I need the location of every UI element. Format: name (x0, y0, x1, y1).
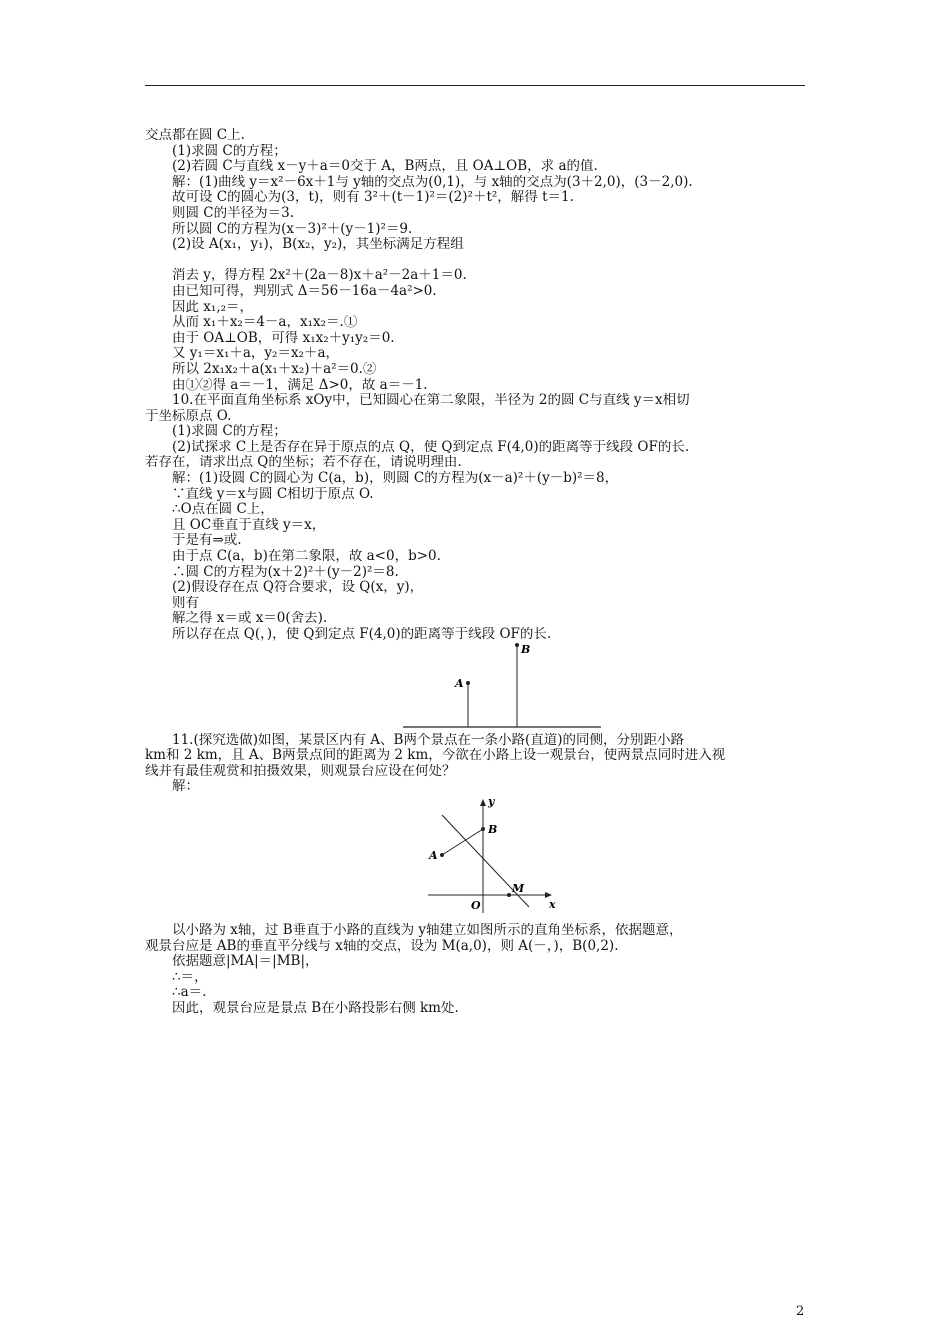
label-x: x (549, 897, 556, 911)
segment-ab (442, 829, 483, 855)
text-line: 观景台应是 AB的垂直平分线与 x轴的交点，设为 M(a,0)，则 A(－，)，B(0,2). (145, 938, 619, 954)
text-line: 解： (172, 779, 199, 795)
header-rule (145, 85, 805, 86)
text-line: (2)若圆 C与直线 x－y＋a＝0交于 A，B两点，且 OA⊥OB，求 a的值. (172, 159, 598, 175)
text-line: ∴a＝. (172, 985, 207, 1001)
text-line: 交点都在圆 C上. (145, 128, 245, 143)
text-line: km和 2 km，且 A、B两景点间的距离为 2 km，今欲在小路上设一观景台，使两景点同时进入视 (145, 748, 726, 764)
label-b: B (488, 822, 498, 836)
point-b (481, 827, 485, 831)
text-line: 则圆 C的半径为＝3. (172, 205, 295, 221)
text-line: 由①②得 a＝－1，满足 Δ>0，故 a＝－1. (172, 377, 428, 393)
label-a: A (455, 676, 464, 690)
text-line: ∴圆 C的方程为(x＋2)²＋(y－2)²＝8. (172, 564, 399, 580)
text-line: ∴＝， (172, 969, 208, 985)
text-line: 以小路为 x轴，过 B垂直于小路的直线为 y轴建立如图所示的直角坐标系，依据题意， (172, 922, 683, 938)
text-block-problem-11 (145, 733, 810, 795)
point-a (440, 853, 444, 857)
text-line: 由于点 C(a，b)在第二象限，故 a<0，b>0. (172, 549, 441, 565)
text-line: 消去 y，得方程 2x²＋(2a－8)x＋a²－2a＋1＝0. (172, 268, 467, 284)
text-line: ∴O点在圆 C上， (172, 502, 274, 518)
text-line: 于是有⇒或. (172, 533, 242, 549)
label-y: y (488, 794, 495, 808)
label-a: A (429, 848, 438, 862)
text-line (145, 253, 810, 269)
text-line: 解：(1)设圆 C的圆心为 C(a，b)，则圆 C的方程为(x－a)²＋(y－b)²＝8， (172, 471, 619, 487)
spot-a-dot (466, 681, 470, 685)
text-line: 所以圆 C的方程为(x－3)²＋(y－1)²＝9. (172, 221, 413, 237)
label-b: B (521, 642, 531, 656)
text-line: 从而 x₁＋x₂＝4－a，x₁x₂＝.① (172, 315, 358, 331)
label-o: O (471, 898, 481, 912)
text-line: 因此，观景台应是景点 B在小路投影右侧 km处. (172, 1000, 459, 1016)
text-line: (1)求圆 C的方程； (172, 424, 287, 440)
text-line: 若存在，请求出点 Q的坐标；若不存在，请说明理由. (145, 455, 462, 471)
text-line: (2)假设存在点 Q符合要求，设 Q(x，y)， (172, 580, 424, 596)
text-line: 由于 OA⊥OB，可得 x₁x₂＋y₁y₂＝0. (172, 330, 395, 346)
text-line: (1)求圆 C的方程； (172, 143, 287, 159)
text-line: 11.(探究选做)如图，某景区内有 A、B两个景点在一条小路(直道)的同侧，分别距小路 (172, 732, 684, 748)
text-line: 所以存在点 Q(，)，使 Q到定点 F(4,0)的距离等于线段 OF的长. (172, 627, 552, 642)
text-line: 故可设 C的圆心为(3，t)，则有 3²＋(t－1)²＝(2)²＋t²，解得 t＝1. (172, 190, 574, 206)
text-line: 线并有最佳观赏和拍摄效果，则观景台应设在何处？ (145, 763, 456, 779)
text-line: 由已知可得，判别式 Δ＝56－16a－4a²>0. (172, 283, 437, 299)
point-m (507, 893, 511, 897)
figure-scenic-spots (145, 643, 810, 733)
text-block-problem-9-10 (145, 128, 810, 643)
text-line: 则有 (172, 595, 199, 611)
text-line: 于坐标原点 O. (145, 408, 232, 424)
text-line: 且 OC垂直于直线 y＝x， (172, 517, 326, 533)
spot-b-dot (515, 643, 519, 647)
text-line: 10.在平面直角坐标系 xOy中，已知圆心在第二象限，半径为 2的圆 C与直线 y＝x相切 (172, 393, 690, 409)
document-body (145, 128, 810, 1017)
text-line: 又 y₁＝x₁＋a，y₂＝x₂＋a， (172, 346, 340, 362)
text-line: (2)设 A(x₁，y₁)，B(x₂，y₂)，其坐标满足方程组 (172, 237, 464, 253)
y-axis-arrow (480, 799, 486, 806)
text-line: 解：(1)曲线 y＝x²－6x＋1与 y轴的交点为(0,1)，与 x轴的交点为(3＋2,0)，(3－2,0). (172, 174, 693, 190)
text-line: 解之得 x＝或 x＝0(舍去). (172, 611, 328, 627)
text-line: 依据题意|MA|＝|MB|， (172, 954, 319, 970)
text-line: 所以 2x₁x₂＋a(x₁＋x₂)＋a²＝0.② (172, 361, 377, 377)
text-block-solution-11 (145, 923, 810, 1017)
text-line: ∵直线 y＝x与圆 C相切于原点 O. (172, 486, 374, 502)
label-m: M (512, 881, 525, 895)
figure-coordinate-system (145, 795, 810, 923)
page-number: 2 (796, 1304, 805, 1319)
text-line: 因此 x₁,₂＝， (172, 299, 254, 315)
text-line: (2)试探求 C上是否存在异于原点的点 Q，使 Q到定点 F(4,0)的距离等于线段 OF的长. (172, 439, 690, 455)
